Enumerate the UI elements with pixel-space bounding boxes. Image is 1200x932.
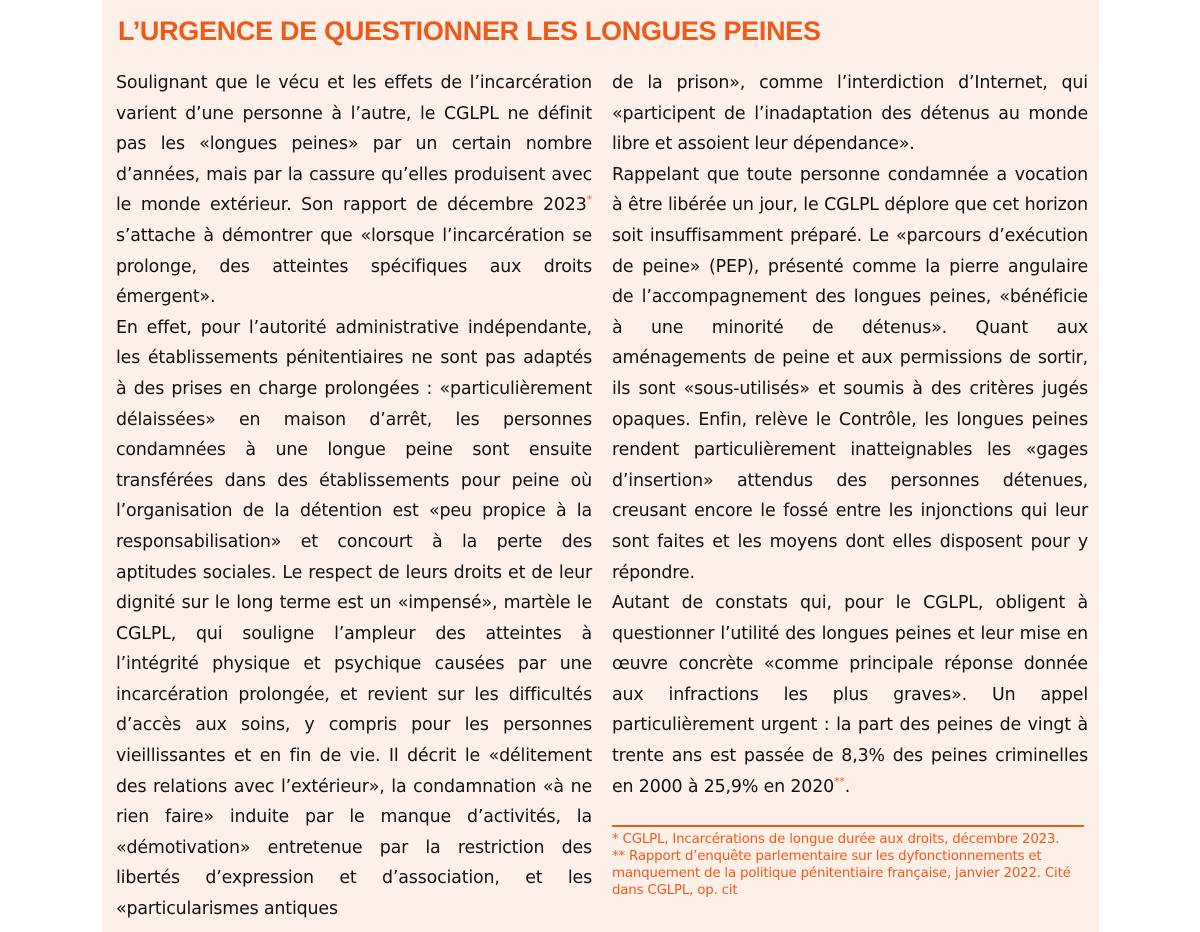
footnotes: [612, 831, 1088, 899]
footnote-marker-2: **: [834, 774, 845, 788]
article-title: L’URGENCE DE QUESTIONNER LES LONGUES PEINES: [118, 16, 821, 46]
left-column: [116, 68, 592, 925]
left-paragraph-2: En effet, pour l’autorité administrative indépendante, les établissements pénitentiaires ne sont pas adaptés à des prises en charge prolongées : «particulièrement délaissées» en maison d’arrêt, les personnes condamnées à une longue peine sont ensuite transférées dans des établissements pour peine où l’organisation de la détention est «peu propice à la responsabilisation» et concourt à la perte des aptitudes sociales. Le respect de leurs droits et de leur dignité sur le long terme est un «impensé», martèle le CGLPL, qui souligne l’ampleur des atteintes à l’intégrité physique et psychique causées par une incarcération prolongée, et revient sur les difficultés d’accès aux soins, y compris pour les personnes vieillissantes et en fin de vie. Il décrit le «délitement des relations avec l’extérieur», la condamnation «à ne rien faire» induite par le manque d’activités, la «démotivation» entretenue par la restriction des libertés d’expression et d’association, et les «particularismes antiques: [116, 317, 592, 920]
footnote-2: ** Rapport d’enquête parlementaire sur les dyfonctionnements et manquement de la politique pénitentiaire française, janvier 2022. Cité dans CGLPL, op. cit: [612, 849, 1071, 898]
left-paragraph-1: Soulignant que le vécu et les effets de l’incarcération varient d’une personne à l’autre, le CGLPL ne définit pas les «longues peines» par un certain nombre d’années, mais par la cassure qu’elles produisent avec le monde extérieur. Son rapport de décembre 2023* s’attache à démontrer que «lorsque l’incarcération se prolonge, des atteintes spécifiques aux droits émergent».: [116, 73, 592, 308]
right-paragraph-1: de la prison», comme l’interdiction d’Internet, qui «participent de l’inadaptation des détenus au monde libre et assoient leur dépendance».: [612, 73, 1088, 155]
right-column: [612, 68, 1088, 802]
footnote-divider: [612, 825, 1084, 827]
right-paragraph-3: Autant de constats qui, pour le CGLPL, obligent à questionner l’utilité des longues peines et leur mise en œuvre concrète «comme principale réponse donnée aux infractions les plus graves». Un appel particulièrement urgent : la part des peines de vingt à trente ans est passée de 8,3% des peines criminelles en 2000 à 25,9% en 2020**.: [612, 593, 1088, 797]
footnote-1: * CGLPL, Incarcérations de longue durée aux droits, décembre 2023.: [612, 832, 1060, 847]
right-paragraph-2: Rappelant que toute personne condamnée a vocation à être libérée un jour, le CGLPL déplore que cet horizon soit insuffisamment préparé. Le «parcours d’exécution de peine» (PEP), présenté comme la pierre angulaire de l’accompagnement des longues peines, «bénéficie à une minorité de détenus». Quant aux aménagements de peine et aux permissions de sortir, ils sont «sous-utilisés» et soumis à des critères jugés opaques. Enfin, relève le Contrôle, les longues peines rendent particulièrement inatteignables les «gages d’insertion» attendus des personnes détenues, creusant encore le fossé entre les injonctions qui leur sont faites et les moyens dont elles disposent pour y répondre.: [612, 164, 1088, 583]
footnote-marker-1: *: [586, 193, 592, 207]
